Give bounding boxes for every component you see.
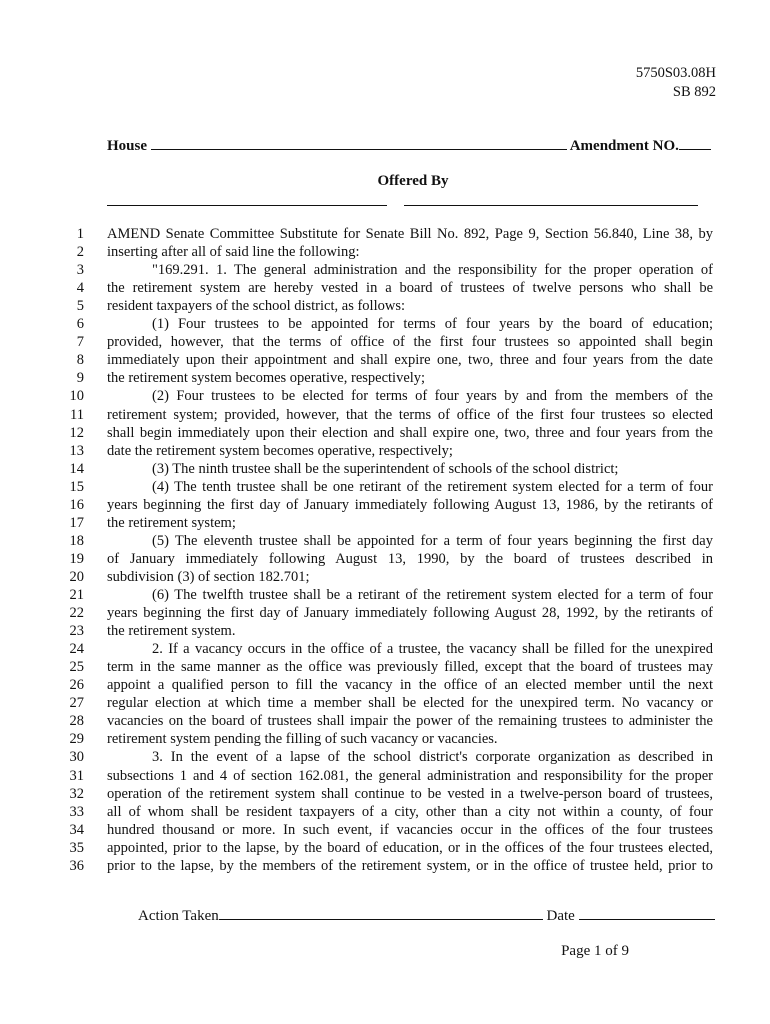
line-text: years beginning the first day of January immediately following August 13, 1986, by the retirants of	[107, 496, 713, 513]
line-text: (5) The eleventh trustee shall be appointed for a term of four years beginning the first day	[152, 532, 713, 549]
action-taken-label: Action Taken	[138, 908, 219, 924]
line-text: (1) Four trustees to be appointed for terms of four years by the board of education;	[152, 316, 713, 333]
line-text: (3) The ninth trustee shall be the superintendent of schools of the school district;	[152, 460, 619, 477]
line-text: all of whom shall be resident taxpayers of a city, other than a city not within a county, of four	[107, 803, 713, 820]
line-number: 27	[69, 695, 84, 712]
line-text: shall begin immediately upon their election and shall expire one, two, three and four years from the	[107, 424, 713, 441]
house-blank	[151, 137, 567, 150]
line-number: 9	[76, 370, 84, 387]
line-number: 7	[76, 334, 84, 351]
line-text: the retirement system becomes operative, respectively;	[107, 370, 426, 387]
bill-number: SB 892	[672, 84, 716, 100]
action-taken-blank	[219, 907, 543, 920]
line-text: provided, however, that the terms of office of the first four trustees so appointed shall begin	[107, 334, 713, 351]
line-text: subdivision (3) of section 182.701;	[107, 568, 310, 585]
offered-by-signature-line-2	[404, 205, 698, 206]
line-number: 16	[69, 496, 84, 513]
line-text: vacancies on the board of trustees shall impair the power of the remaining trustees to administer the	[107, 713, 713, 730]
line-number: 23	[69, 623, 84, 640]
line-number: 35	[69, 839, 84, 856]
action-taken-line	[138, 907, 715, 925]
line-text: date the retirement system becomes operative, respectively;	[107, 442, 453, 459]
line-number: 12	[69, 424, 84, 441]
offered-by-label: Offered By	[377, 173, 449, 189]
date-blank	[579, 907, 715, 920]
line-text: "169.291. 1. The general administration and the responsibility for the proper operation of	[152, 262, 713, 279]
line-number: 29	[69, 731, 84, 748]
line-number: 21	[69, 587, 84, 603]
line-text: years beginning the first day of January immediately following August 28, 1992, by the retirants of	[107, 605, 713, 622]
line-number: 32	[69, 785, 84, 802]
offered-by-signature-line	[107, 205, 387, 206]
line-text: resident taxpayers of the school district, as follows:	[107, 298, 405, 315]
line-text: term in the same manner as the office was previously filled, except that the board of trustees may	[107, 659, 713, 676]
line-text: subsections 1 and 4 of section 162.081, the general administration and responsibility for the proper	[107, 767, 713, 784]
line-number: 4	[76, 280, 84, 297]
line-text: (2) Four trustees to be elected for terms of four years by and from the members of the	[152, 388, 713, 405]
line-number: 8	[76, 352, 84, 369]
line-text: inserting after all of said line the following:	[107, 244, 360, 261]
line-text: hundred thousand or more. In such event, if vacancies occur in the offices of the four trustees	[107, 821, 713, 838]
line-text: regular election at which time a member shall be elected for the unexpired term. No vacancy or	[107, 695, 713, 712]
document-code: 5750S03.08H	[635, 65, 716, 81]
line-text: the retirement system.	[107, 623, 236, 640]
line-text: retirement system pending the filling of such vacancy or vacancies.	[107, 731, 498, 748]
line-text: operation of the retirement system shall continue to be vested in a twelve-person board of trustees,	[107, 785, 713, 802]
amendment-label: Amendment NO.	[569, 138, 679, 154]
page-number: Page 1 of 9	[561, 943, 629, 959]
line-text: 3. In the event of a lapse of the school district's corporate organization as described in	[152, 749, 713, 766]
line-number: 19	[69, 550, 84, 567]
line-number: 36	[69, 857, 84, 874]
line-number: 25	[69, 659, 84, 676]
line-number: 24	[69, 641, 84, 658]
line-number: 2	[76, 244, 84, 261]
line-number: 3	[76, 262, 84, 279]
line-number: 10	[69, 388, 84, 405]
amendment-number-blank	[679, 137, 711, 150]
line-text: appointed, prior to the lapse, by the board of education, or in the offices of the four trustees elected,	[107, 839, 713, 856]
house-label: House	[107, 138, 148, 154]
line-text: of January immediately following August 13, 1990, by the board of trustees described in	[107, 550, 713, 567]
line-number: 31	[69, 767, 84, 784]
line-number: 28	[69, 713, 84, 730]
line-text: retirement system; provided, however, that the terms of office of the first four trustees so elected	[107, 406, 713, 423]
line-number: 1	[76, 226, 84, 242]
line-number: 30	[69, 749, 84, 766]
date-label: Date	[546, 908, 575, 924]
line-number: 17	[69, 514, 84, 531]
line-number: 18	[69, 532, 84, 549]
line-text: AMEND Senate Committee Substitute for Senate Bill No. 892, Page 9, Section 56.840, Line 38, by	[107, 226, 713, 242]
line-number: 5	[76, 298, 84, 315]
line-text: the retirement system;	[107, 514, 236, 531]
line-number: 14	[69, 460, 84, 477]
line-number: 20	[69, 568, 84, 585]
line-number: 6	[76, 316, 84, 333]
line-number: 15	[69, 478, 84, 495]
line-text: the retirement system are hereby vested in a board of trustees of twelve persons who shall be	[107, 280, 713, 297]
line-number: 34	[69, 821, 84, 838]
line-text: immediately upon their appointment and shall expire one, two, three and four years from the date	[107, 352, 713, 369]
line-text: (4) The tenth trustee shall be one retirant of the retirement system elected for a term of four	[152, 478, 713, 495]
line-number: 26	[69, 677, 84, 694]
line-text: 2. If a vacancy occurs in the office of a trustee, the vacancy shall be filled for the unexpired	[152, 641, 713, 658]
line-number: 11	[70, 406, 84, 423]
line-number: 13	[69, 442, 84, 459]
house-amendment-line	[107, 137, 717, 155]
line-text: appoint a qualified person to fill the vacancy in the office of an elected member until the next	[107, 677, 713, 694]
line-text: prior to the lapse, by the members of the retirement system, or in the office of trustee held, prior to	[107, 857, 713, 874]
line-number: 33	[69, 803, 84, 820]
line-number: 22	[69, 605, 84, 622]
line-text: (6) The twelfth trustee shall be a retirant of the retirement system elected for a term of four	[152, 587, 713, 603]
